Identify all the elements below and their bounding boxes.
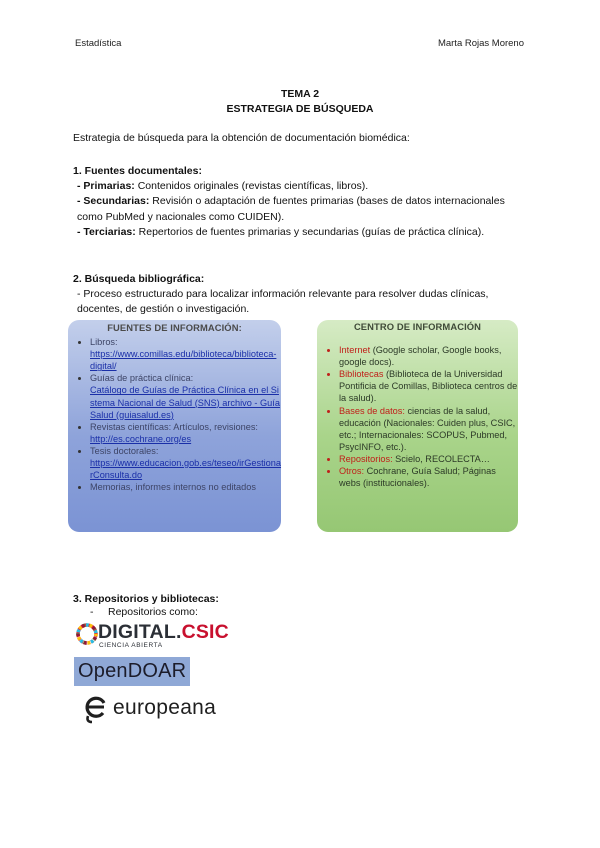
fuentes-informacion-box bbox=[68, 320, 281, 532]
secundarias-text: Revisión o adaptación de fuentes primarias (bases de datos internacionales como PubMed y nacionales como CUIDEN). bbox=[77, 195, 505, 223]
sdg-wheel-icon bbox=[76, 623, 98, 645]
list-dash: - bbox=[90, 606, 94, 618]
page-title: ESTRATEGIA DE BÚSQUEDA bbox=[226, 103, 374, 115]
europeana-logo[interactable] bbox=[82, 694, 232, 724]
bibliotecas-text: (Biblioteca de la Universidad Pontificia de Comillas, Biblioteca centros de la salud). bbox=[339, 369, 518, 404]
centro-box-title: CENTRO DE INFORMACIÓN bbox=[353, 321, 482, 332]
list-item bbox=[90, 481, 281, 493]
repositorios-text: Repositorios como: bbox=[108, 606, 198, 618]
digital-word: DIGITAL. bbox=[98, 621, 182, 643]
list-item bbox=[339, 405, 518, 453]
repositorios-text: Scielo, RECOLECTA… bbox=[392, 453, 490, 464]
section2-heading: 2. Búsqueda bibliográfica: bbox=[73, 273, 205, 285]
section-busqueda-bibliografica bbox=[73, 272, 523, 318]
centro-informacion-box bbox=[317, 320, 518, 532]
bases-label: Bases de datos: bbox=[339, 405, 405, 416]
bases-text: ciencias de la salud, educación (Nacionales: Cuiden plus, CSIC, etc.; Internacionales: SCOPUS, Pubmed, PsycINFO, etc.). bbox=[339, 405, 516, 452]
repositorios-list-item bbox=[90, 606, 198, 618]
memorias-text: Memorias, informes internos no editados bbox=[90, 482, 256, 493]
libros-link[interactable]: https://www.comillas.edu/biblioteca/biblioteca-digital/ bbox=[90, 349, 277, 372]
terciarias-label: - Terciarias: bbox=[77, 225, 136, 238]
list-item bbox=[339, 368, 518, 404]
fuentes-box-title: FUENTES DE INFORMACIÓN: bbox=[107, 322, 242, 333]
list-item bbox=[339, 344, 518, 368]
primarias-label: - Primarias: bbox=[77, 180, 135, 193]
list-item bbox=[339, 465, 518, 489]
list-item bbox=[90, 445, 281, 481]
digital-csic-wordmark bbox=[98, 621, 229, 644]
secundarias-item bbox=[73, 194, 523, 224]
guias-link[interactable]: Catálogo de Guías de Práctica Clínica en el Sistema Nacional de Salud (SNS) archivo - GuíaSalud (guiasalud.es) bbox=[90, 385, 280, 420]
section1-heading: 1. Fuentes documentales: bbox=[73, 165, 202, 177]
header-subject: Estadística bbox=[75, 38, 122, 49]
otros-label: Otros: bbox=[339, 466, 365, 477]
ciencia-abierta-text: CIENCIA ABIERTA bbox=[99, 642, 163, 649]
europeana-text: europeana bbox=[113, 696, 217, 719]
primarias-text: Contenidos originales (revistas científicas, libros). bbox=[134, 180, 369, 193]
list-item bbox=[90, 336, 281, 372]
tesis-label: Tesis doctorales: bbox=[90, 445, 159, 456]
europeana-e-icon bbox=[82, 694, 110, 724]
header-author: Marta Rojas Moreno bbox=[437, 38, 524, 49]
topic-number: TEMA 2 bbox=[280, 88, 320, 100]
terciarias-text: Repertorios de fuentes primarias y secundarias (guías de práctica clínica). bbox=[135, 225, 485, 238]
bibliotecas-label: Bibliotecas bbox=[339, 369, 384, 380]
section3-heading: 3. Repositorios y bibliotecas: bbox=[73, 593, 219, 605]
opendoar-text: OpenDOAR bbox=[78, 660, 187, 682]
internet-text: (Google scholar, Google books, google docs). bbox=[339, 345, 502, 368]
digital-csic-logo[interactable] bbox=[76, 620, 232, 652]
section-fuentes-documentales bbox=[73, 164, 523, 240]
list-item bbox=[339, 453, 518, 465]
intro-text: Estrategia de búsqueda para la obtención de documentación biomédica: bbox=[73, 132, 410, 144]
revistas-label: Revistas científicas: Artículos, revisiones: bbox=[90, 421, 258, 432]
tesis-link[interactable]: https://www.educacion.gob.es/teseo/irGestionarConsulta.do bbox=[90, 458, 282, 481]
list-item bbox=[90, 421, 281, 445]
otros-text: Cochrane, Guía Salud; Páginas webs (institucionales). bbox=[339, 466, 496, 489]
section2-text: - Proceso estructurado para localizar información relevante para resolver dudas clínicas, docentes, de gestión o investigación. bbox=[77, 288, 489, 316]
terciarias-item bbox=[73, 225, 523, 240]
revistas-link[interactable]: http://es.cochrane.org/es bbox=[90, 433, 192, 444]
secundarias-label: - Secundarias: bbox=[77, 195, 150, 208]
primarias-item bbox=[73, 179, 523, 194]
csic-word: CSIC bbox=[181, 621, 229, 643]
guias-label: Guías de práctica clínica: bbox=[90, 373, 194, 384]
libros-label: Libros: bbox=[90, 337, 118, 348]
opendoar-logo[interactable] bbox=[74, 657, 190, 686]
repositorios-label: Repositorios: bbox=[339, 453, 393, 464]
list-item bbox=[90, 372, 281, 420]
internet-label: Internet bbox=[339, 345, 371, 356]
